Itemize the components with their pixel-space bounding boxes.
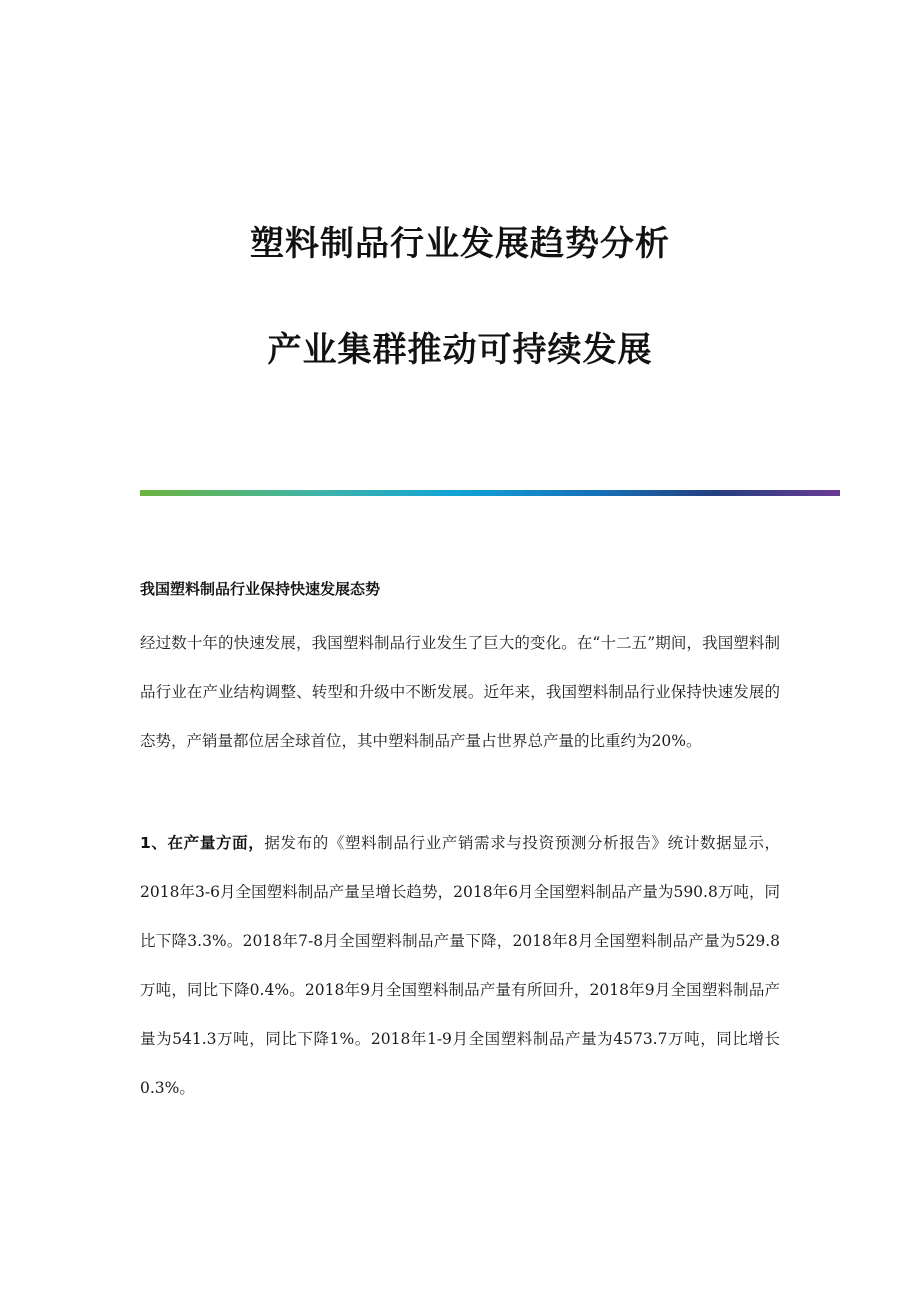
section-heading: 我国塑料制品行业保持快速发展态势 [140,580,381,598]
document-title: 塑料制品行业发展趋势分析 [250,224,670,264]
gradient-divider [140,490,840,496]
paragraph-body-text: 据发布的《塑料制品行业产销需求与投资预测分析报告》统计数据显示，2018年3-6月全国塑料制品产量呈增长趋势，2018年6月全国塑料制品产量为590.8万吨，同比下降3.3%。2018年7-8月全国塑料制品产量下降，2018年8月全国塑料制品产量为529.8万吨，同比下降0.4%。2018年9月全国塑料制品产量有所回升，2018年9月全国塑料制品产量为541.3万吨，同比下降1%。2018年1-9月全国塑料制品产量为4573.7万吨，同比增长0.3%。 [140,834,780,1097]
document-subtitle: 产业集群推动可持续发展 [267,330,653,370]
body-paragraph-intro: 经过数十年的快速发展，我国塑料制品行业发生了巨大的变化。在“十二五”期间，我国塑料制品行业在产业结构调整、转型和升级中不断发展。近年来，我国塑料制品行业保持快速发展的态势，产销量都位居全球首位，其中塑料制品产量占世界总产量的比重约为20%。 [140,634,780,750]
body-paragraph-production [140,819,780,1113]
paragraph-lead-label: 1、在产量方面， [140,834,265,852]
